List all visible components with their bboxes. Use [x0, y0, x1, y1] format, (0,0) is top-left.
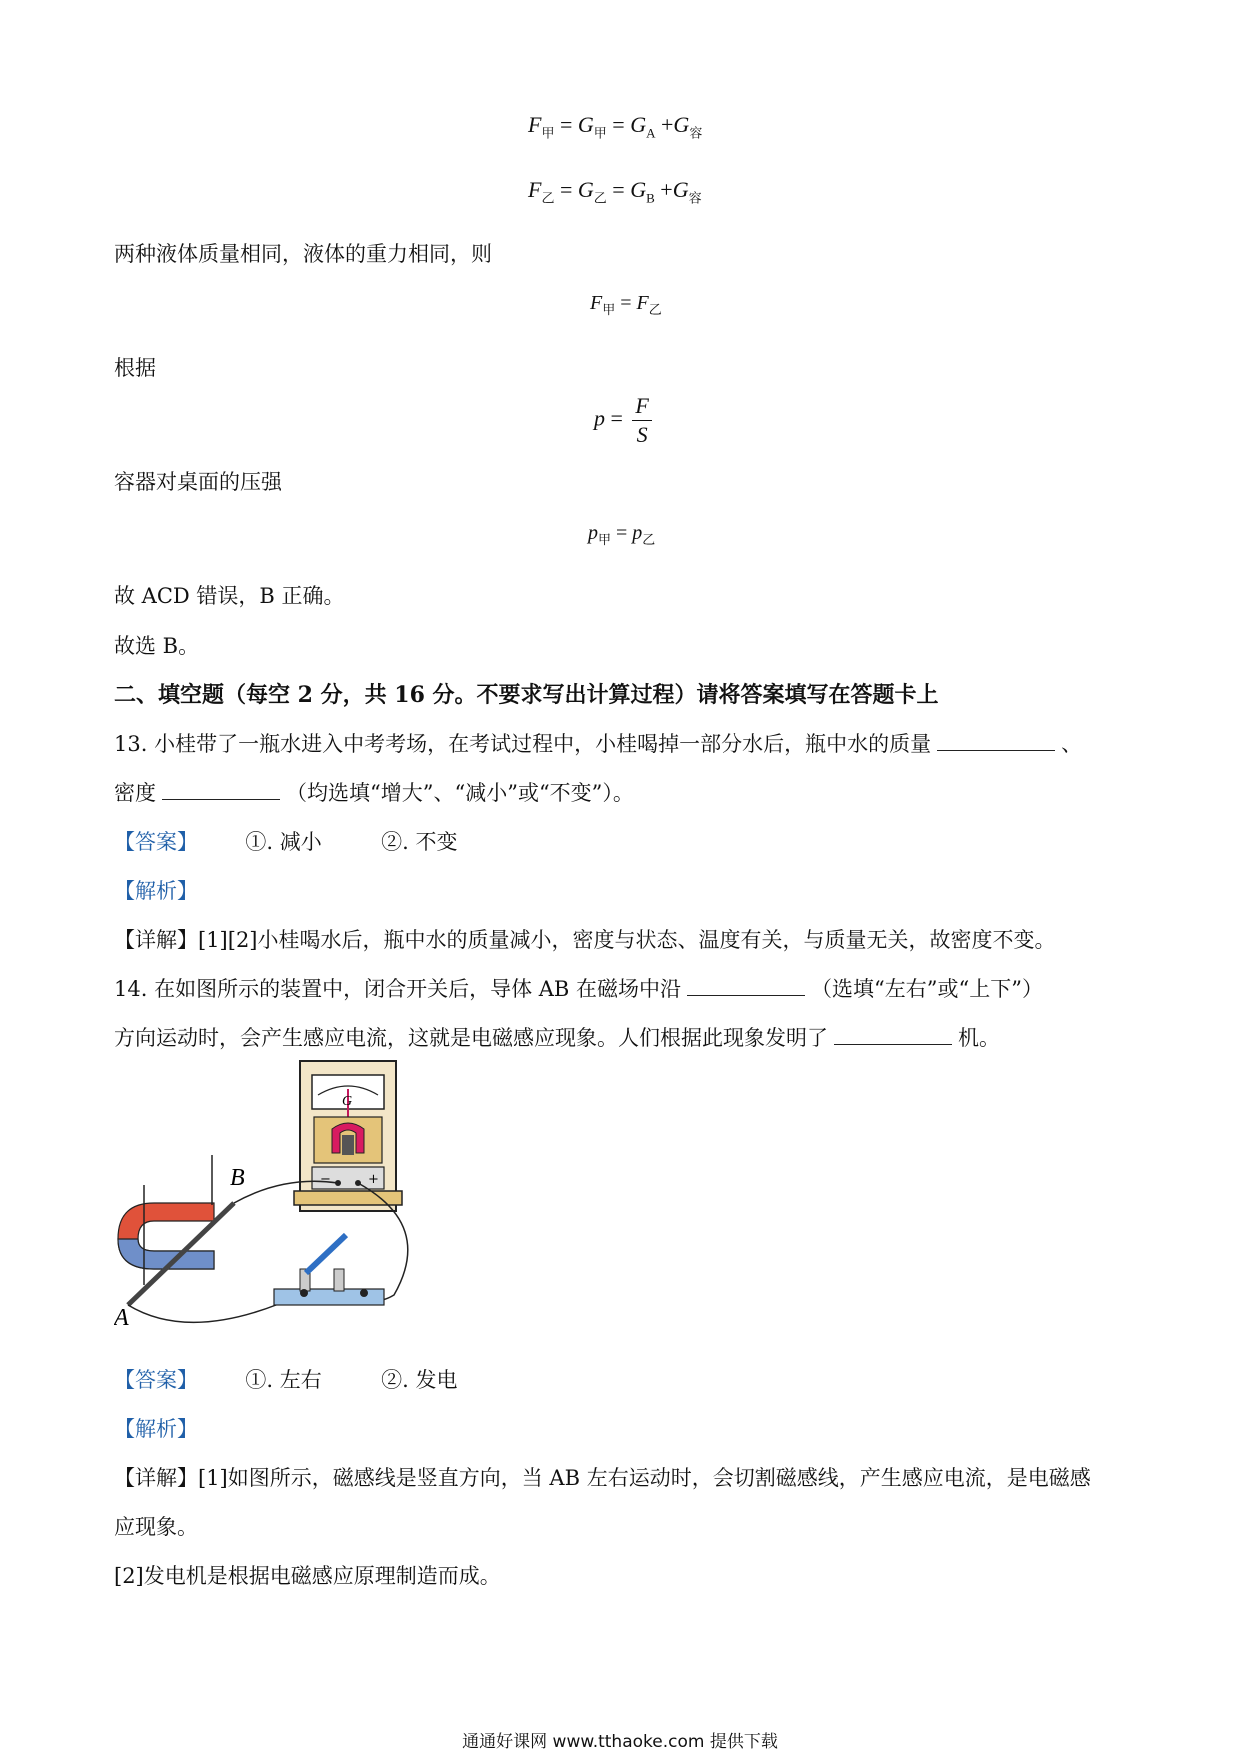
q13-answer-1: ①. 减小 [245, 830, 322, 854]
terminal-minus: − [320, 1172, 331, 1187]
q14-line-1 [114, 973, 1043, 1003]
answer-label: 【答案】 [114, 830, 198, 854]
switch-terminal-2 [360, 1289, 368, 1297]
q14-answer [114, 1364, 457, 1394]
q13-text-b: 密度 [114, 781, 156, 805]
apparatus-drawing [114, 1055, 434, 1341]
page-footer[interactable]: 通通好课网 www.tthaoke.com 提供下载 [462, 1732, 778, 1752]
formula-f-yi: $F_乙 = G_乙 = G_B +G_容$ [528, 177, 702, 206]
q13-answer-2: ②. 不变 [381, 830, 458, 854]
q13-line-1 [114, 728, 1082, 758]
formula-f-jia: $F_甲 = G_甲 = G_A +G_容$ [528, 112, 703, 141]
q13-detail: 【详解】[1][2]小桂喝水后，瓶中水的质量减小，密度与状态、温度有关，与质量无关，故密度不变。 [114, 928, 1056, 952]
q14-detail-3: [2]发电机是根据电磁感应原理制造而成。 [114, 1564, 501, 1588]
q14-detail-1: 【详解】[1]如图所示，磁感线是竖直方向，当 AB 左右运动时，会切割磁感线，产生感应电流，是电磁感 [114, 1466, 1091, 1490]
label-a: A [114, 1305, 129, 1331]
q13-text-b-end: （均选填“增大”、“减小”或“不变”）。 [286, 781, 634, 805]
q13-line-2 [114, 777, 634, 807]
switch-lever [306, 1235, 346, 1273]
q14-text-a-end: （选填“左右”或“上下”） [811, 977, 1043, 1001]
text-line-4: 故 ACD 错误，B 正确。 [114, 584, 345, 608]
q14-blank-1[interactable] [687, 977, 805, 996]
text-line-2: 根据 [114, 356, 156, 380]
q14-answer-1: ①. 左右 [245, 1368, 322, 1392]
fraction: $\frac{F}{S}$ [632, 392, 651, 449]
q14-line-2 [114, 1022, 1000, 1052]
q13-text-a: 13. 小桂带了一瓶水进入中考考场，在考试过程中，小桂喝掉一部分水后，瓶中水的质量 [114, 732, 932, 756]
q13-blank-1[interactable] [937, 732, 1055, 751]
q14-analysis-label: 【解析】 [114, 1417, 198, 1441]
formula-f-equal: $F_甲 = F_乙$ [590, 292, 662, 317]
q14-text-b-end: 机。 [958, 1026, 1000, 1050]
magnet-south-pole [118, 1239, 214, 1269]
q14-detail-2: 应现象。 [114, 1515, 198, 1539]
q14-text-a: 14. 在如图所示的装置中，闭合开关后，导体 AB 在磁场中沿 [114, 977, 682, 1001]
text-line-3: 容器对桌面的压强 [114, 470, 282, 494]
text-line-5: 故选 B。 [114, 634, 200, 658]
q13-blank-2[interactable] [162, 781, 280, 800]
q13-analysis-label: 【解析】 [114, 879, 198, 903]
switch-terminal-1 [300, 1289, 308, 1297]
text-line-1: 两种液体质量相同，液体的重力相同，则 [114, 242, 492, 266]
label-b: B [230, 1165, 245, 1191]
q14-answer-2: ②. 发电 [381, 1368, 458, 1392]
q14-text-b: 方向运动时，会产生感应电流，这就是电磁感应现象。人们根据此现象发明了 [114, 1026, 828, 1050]
galvanometer-label: G [342, 1094, 353, 1109]
section-heading: 二、填空题（每空 2 分，共 16 分。不要求写出计算过程）请将答案填写在答题卡上 [114, 682, 939, 708]
answer-label-2: 【答案】 [114, 1368, 198, 1392]
q13-answer [114, 826, 457, 856]
induction-apparatus-figure [114, 1055, 434, 1341]
formula-pressure: p = $\frac{F}{S}$ [594, 392, 652, 449]
galvanometer-coil [342, 1135, 354, 1155]
terminal-plus: + [368, 1172, 379, 1187]
switch-contact [334, 1269, 344, 1291]
q14-blank-2[interactable] [834, 1026, 952, 1045]
q13-text-a-end: 、 [1061, 732, 1083, 756]
formula-p-equal: $p_甲 = p_乙$ [588, 522, 656, 547]
